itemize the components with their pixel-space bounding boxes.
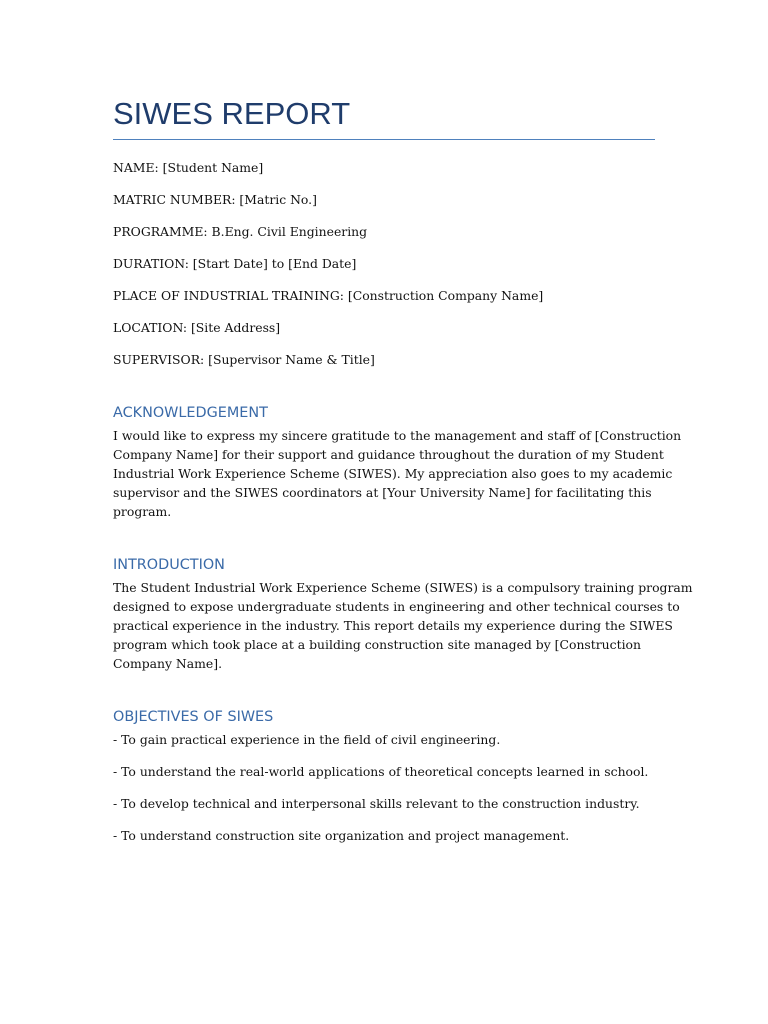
info-supervisor: SUPERVISOR: [Supervisor Name & Title]	[113, 352, 375, 367]
info-matric-number: MATRIC NUMBER: [Matric No.]	[113, 192, 317, 207]
objective-item: - To develop technical and interpersonal skills relevant to the construction industry.	[113, 796, 640, 811]
title-underline	[113, 139, 655, 140]
objective-item: - To understand the real-world applications of theoretical concepts learned in school.	[113, 764, 649, 779]
introduction-line: program which took place at a building construction site managed by [Construction	[113, 637, 641, 652]
info-programme: PROGRAMME: B.Eng. Civil Engineering	[113, 224, 368, 239]
acknowledgement-line: I would like to express my sincere gratitude to the management and staff of [Construction	[113, 428, 682, 443]
info-location: LOCATION: [Site Address]	[113, 320, 281, 335]
introduction-heading: INTRODUCTION	[113, 557, 225, 573]
introduction-line: designed to expose undergraduate students in engineering and other technical courses to	[113, 599, 680, 614]
info-name: NAME: [Student Name]	[113, 160, 264, 175]
info-duration: DURATION: [Start Date] to [End Date]	[113, 256, 357, 271]
objective-item: - To understand construction site organization and project management.	[113, 828, 570, 843]
report-title: SIWES REPORT	[113, 96, 351, 131]
objective-item: - To gain practical experience in the field of civil engineering.	[113, 732, 501, 747]
info-place-of-training: PLACE OF INDUSTRIAL TRAINING: [Construction Company Name]	[113, 288, 544, 303]
acknowledgement-heading: ACKNOWLEDGEMENT	[113, 405, 268, 421]
objectives-heading: OBJECTIVES OF SIWES	[113, 709, 274, 725]
introduction-line: The Student Industrial Work Experience Scheme (SIWES) is a compulsory training program	[113, 580, 693, 595]
introduction-line: practical experience in the industry. This report details my experience during the SIWES	[113, 618, 673, 633]
acknowledgement-line: program.	[113, 504, 172, 519]
acknowledgement-line: Industrial Work Experience Scheme (SIWES). My appreciation also goes to my academic	[113, 466, 673, 481]
acknowledgement-line: supervisor and the SIWES coordinators at [Your University Name] for facilitating this	[113, 485, 652, 500]
acknowledgement-line: Company Name] for their support and guidance throughout the duration of my Student	[113, 447, 664, 462]
introduction-line: Company Name].	[113, 656, 223, 671]
